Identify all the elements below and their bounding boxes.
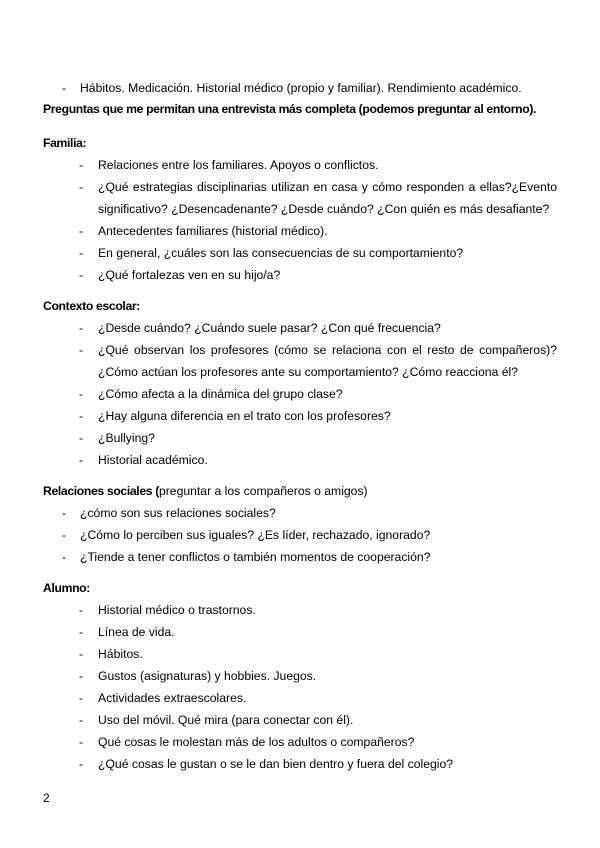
bullet-dash: - xyxy=(62,528,67,542)
bullet-dash: - xyxy=(79,735,84,749)
bullet-dash: - xyxy=(79,387,84,401)
bullet-dash: - xyxy=(79,246,84,260)
bullet-dash: - xyxy=(62,550,67,564)
alumno-item: Actividades extraescolares. xyxy=(98,691,247,705)
relaciones-item: ¿cómo son sus relaciones sociales? xyxy=(80,506,276,520)
intro-bullet-text: Hábitos. Medicación. Historial médico (propio y familiar). Rendimiento académico. xyxy=(80,81,522,95)
familia-item: En general, ¿cuáles son las consecuencias de su comportamiento? xyxy=(98,246,464,260)
bullet-dash: - xyxy=(79,453,84,467)
bullet-dash: - xyxy=(79,669,84,683)
relaciones-item: ¿Cómo lo perciben sus iguales? ¿Es líder, rechazado, ignorado? xyxy=(80,528,431,542)
alumno-item: Qué cosas le molestan más de los adultos o compañeros? xyxy=(98,735,415,749)
bullet-dash: - xyxy=(79,321,84,335)
bullet-dash: - xyxy=(79,625,84,639)
bullet-dash: - xyxy=(62,81,67,95)
bullet-dash: - xyxy=(79,757,84,771)
bullet-dash: - xyxy=(79,647,84,661)
contexto-heading: Contexto escolar: xyxy=(43,299,140,313)
alumno-item: Hábitos. xyxy=(98,647,143,661)
section-title: Preguntas que me permitan una entrevista más completa (podemos preguntar al entorno). xyxy=(43,102,537,116)
familia-item: ¿Qué estrategias disciplinarias utilizan en casa y cómo responden a ellas?¿Evento xyxy=(98,180,557,194)
contexto-item: ¿Hay alguna diferencia en el trato con los profesores? xyxy=(98,409,391,423)
bullet-dash: - xyxy=(79,691,84,705)
familia-item-continuation: significativo? ¿Desencadenante? ¿Desde cuándo? ¿Con quién es más desafiante? xyxy=(98,202,550,216)
bullet-dash: - xyxy=(62,506,67,520)
relaciones-item: ¿Tiende a tener conflictos o también momentos de cooperación? xyxy=(80,550,431,564)
contexto-item: ¿Bullying? xyxy=(98,431,155,445)
bullet-dash: - xyxy=(79,343,84,357)
alumno-item: Historial médico o trastornos. xyxy=(98,603,256,617)
contexto-item: Historial académico. xyxy=(98,453,208,467)
familia-item: ¿Qué fortalezas ven en su hijo/a? xyxy=(98,268,281,282)
bullet-dash: - xyxy=(79,409,84,423)
bullet-dash: - xyxy=(79,224,84,238)
bullet-dash: - xyxy=(79,431,84,445)
alumno-item: Gustos (asignaturas) y hobbies. Juegos. xyxy=(98,669,317,683)
familia-item: Relaciones entre los familiares. Apoyos o conflictos. xyxy=(98,158,379,172)
bullet-dash: - xyxy=(79,268,84,282)
bullet-dash: - xyxy=(79,180,84,194)
contexto-item: ¿Desde cuándo? ¿Cuándo suele pasar? ¿Con qué frecuencia? xyxy=(98,321,441,335)
alumno-heading: Alumno: xyxy=(43,581,90,595)
relaciones-heading-note: preguntar a los compañeros o amigos) xyxy=(158,484,368,498)
familia-heading: Familia: xyxy=(43,136,87,150)
alumno-item: ¿Qué cosas le gustan o se le dan bien dentro y fuera del colegio? xyxy=(98,757,454,771)
bullet-dash: - xyxy=(79,713,84,727)
page-number: 2 xyxy=(43,791,50,805)
bullet-dash: - xyxy=(79,603,84,617)
relaciones-heading-bold: Relaciones sociales ( xyxy=(43,484,159,498)
bullet-dash: - xyxy=(79,158,84,172)
familia-item: Antecedentes familiares (historial médico). xyxy=(98,224,328,238)
contexto-item: ¿Cómo afecta a la dinámica del grupo clase? xyxy=(98,387,343,401)
relaciones-heading xyxy=(43,483,368,499)
alumno-item: Uso del móvil. Qué mira (para conectar con él). xyxy=(98,713,354,727)
alumno-item: Línea de vida. xyxy=(98,625,175,639)
contexto-item-continuation: ¿Cómo actúan los profesores ante su comportamiento? ¿Cómo reacciona él? xyxy=(98,365,518,379)
contexto-item: ¿Qué observan los profesores (cómo se relaciona con el resto de compañeros)? xyxy=(98,343,557,357)
